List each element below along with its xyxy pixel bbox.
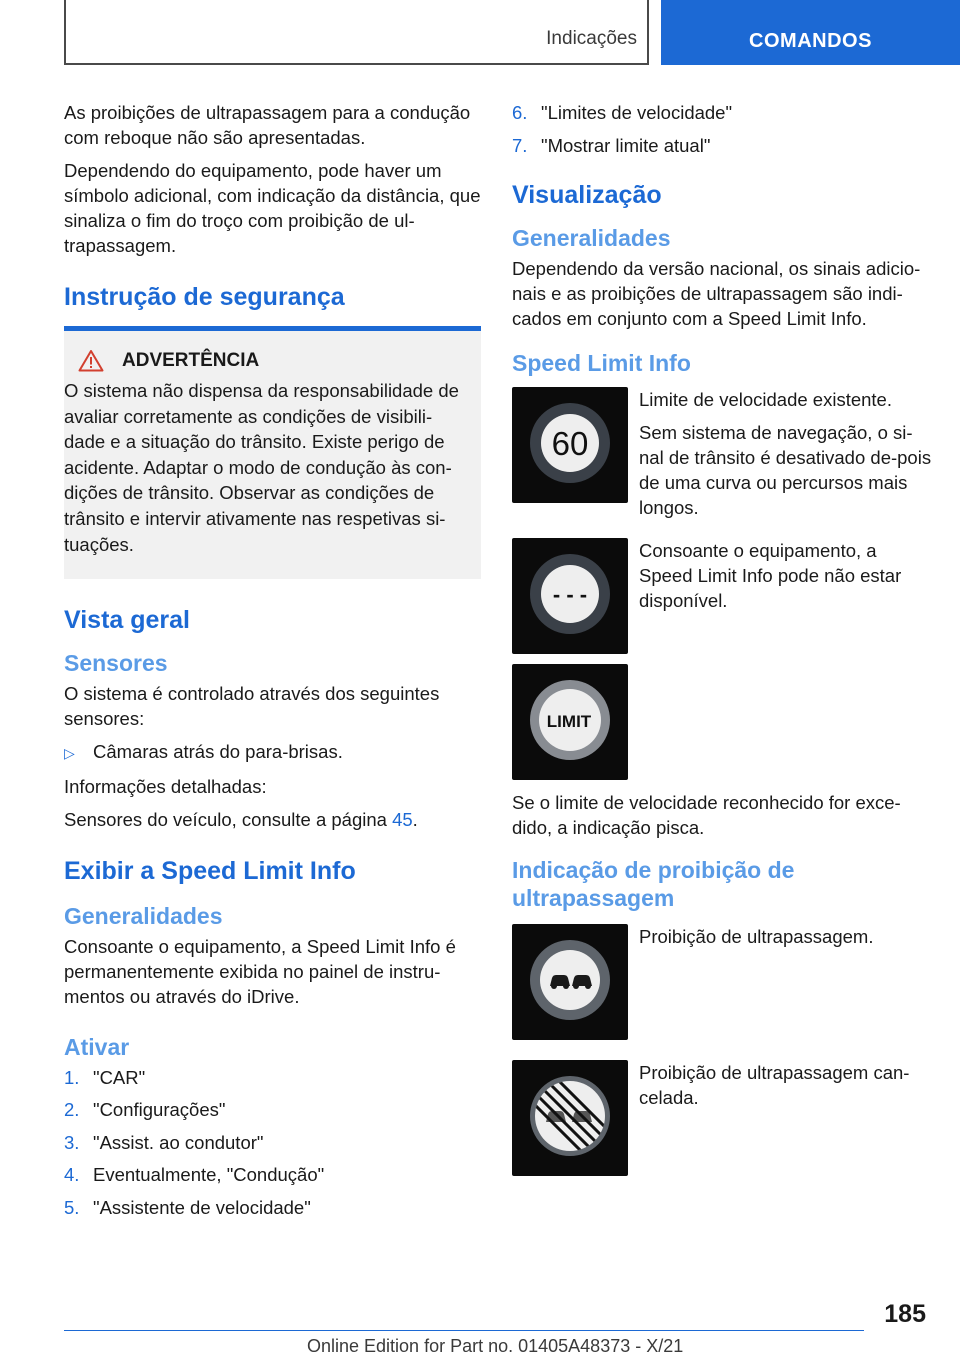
speed-limit-unavailable-sign: [512, 538, 628, 654]
heading-display: Visualização: [512, 180, 662, 209]
activate-steps: [64, 1065, 481, 1220]
footer-rule: [64, 1330, 864, 1331]
step-number: 4.: [64, 1164, 80, 1186]
no-overtaking-text: Proibição de ultrapassagem.: [639, 925, 874, 947]
heading-general-left: Generalidades: [64, 902, 223, 929]
limit-sign: [512, 664, 628, 780]
no-overtaking-sign: [512, 924, 628, 1040]
heading-overview: Vista geral: [64, 606, 191, 635]
warning-title: ADVERTÊNCIA: [122, 349, 260, 371]
speed-limit-sign-icon: [512, 387, 628, 503]
list-item: [64, 1195, 481, 1220]
warning-box: [64, 331, 481, 579]
warning-triangle-icon: [78, 349, 104, 372]
sign-60-text-2: Sem sistema de navegação, o si‐nal de trânsito é desativado de‐pois de uma curva ou percursos mais longos.: [639, 421, 932, 518]
step-text: "Mostrar limite atual": [541, 134, 711, 156]
list-item: [64, 1130, 481, 1155]
step-text: "Limites de velocidade": [541, 102, 733, 123]
heading-safety: Instrução de segurança: [64, 283, 345, 311]
heading-speed-limit-info: Speed Limit Info: [512, 349, 691, 376]
sign-60-description: [639, 387, 932, 528]
details-label: Informações detalhadas:: [64, 775, 267, 797]
step-number: 2.: [64, 1099, 80, 1121]
details-text: Sensores do veículo, consulte a página: [64, 808, 393, 830]
sign-row-overtaking-cancelled: [512, 1060, 932, 1176]
heading-sensors: Sensores: [64, 650, 168, 677]
list-item: [512, 100, 932, 125]
sign-60-text-1: Limite de velocidade existente.: [639, 388, 892, 410]
paragraph-additional-symbol: Dependendo do equipamento, pode haver um símbolo adicional, com indicação da distância, que sinaliza o fim do troço com proibição de ul‐trapassagem.: [64, 160, 481, 256]
header-chapter-tab: COMANDOS: [661, 0, 960, 65]
sign-row-no-overtaking: [512, 924, 932, 1040]
heading-general-right: Generalidades: [512, 224, 671, 251]
page-number: 185: [884, 1300, 926, 1328]
sign-row-limit: [512, 664, 932, 780]
header-section-title: Indicações: [546, 28, 637, 49]
unavailable-sign-icon: [512, 538, 628, 654]
limit-sign-icon: [512, 664, 628, 780]
header-section-box: [64, 0, 649, 65]
sign-row-unavailable: [512, 538, 932, 654]
step-number: 7.: [512, 134, 528, 156]
list-item: [64, 1097, 481, 1122]
step-number: 3.: [64, 1131, 80, 1153]
list-item: [64, 1065, 481, 1090]
step-text: "CAR": [93, 1066, 146, 1088]
step-number: 6.: [512, 102, 528, 123]
sensors-text: O sistema é controlado através dos seguintes sensores:: [64, 683, 440, 730]
general-text-left: Consoante o equipamento, a Speed Limit Info é permanentemente exibida no painel de instru‐mentos ou através do iDrive.: [64, 935, 456, 1007]
step-text: "Assistente de velocidade": [93, 1196, 311, 1218]
footer-edition: Online Edition for Part no. 01405A48373 - X/21: [307, 1336, 684, 1356]
sensors-list: [64, 739, 481, 766]
end-no-overtaking-icon: [512, 1060, 628, 1176]
details-reference: [64, 807, 481, 832]
heading-activate: Ativar: [64, 1033, 130, 1060]
sign-row-60: [512, 387, 932, 528]
unavailable-dashes: - - -: [552, 581, 588, 607]
sign-unavailable-description: [639, 538, 932, 654]
activate-steps-continued: [512, 100, 932, 158]
overtaking-cancelled-description: [639, 1060, 932, 1176]
overtaking-cancelled-sign: [512, 1060, 628, 1176]
no-overtaking-icon: [512, 924, 628, 1040]
step-number: 5.: [64, 1196, 80, 1218]
step-number: 1.: [64, 1066, 80, 1088]
limit-label: LIMIT: [546, 711, 592, 731]
speed-limit-number: 60: [551, 424, 589, 462]
sensors-bullet: Câmaras atrás do para-brisas.: [93, 741, 343, 763]
warning-header: [78, 349, 469, 372]
paragraph-trailer: As proibições de ultrapassagem para a condução com reboque não são apresentadas.: [64, 102, 471, 148]
right-column: [512, 100, 932, 1186]
sign-unavailable-text: Consoante o equipamento, a Speed Limit Info pode não estar disponível.: [639, 539, 902, 611]
page-link[interactable]: 45: [392, 808, 413, 830]
list-item: [64, 1162, 481, 1187]
list-item: [512, 133, 932, 158]
overtaking-cancelled-text: Proibição de ultrapassagem can‐celada.: [639, 1061, 910, 1108]
speed-limit-60-sign: [512, 387, 628, 503]
bullet-triangle-icon: ▷: [64, 745, 75, 762]
warning-text: O sistema não dispensa da responsabilidade de avaliar corretamente as condições de visibili‐dade e a situação do trânsito. Existe perigo de acidente. Adaptar o modo de condução às con‐dições de trânsito. Observar as condições de trânsito e intervir ativamente nas respetivas si‐tuações.: [64, 380, 459, 555]
step-text: "Assist. ao condutor": [93, 1131, 264, 1153]
left-column: [64, 100, 481, 1227]
heading-show-speed-limit-info: Exibir a Speed Limit Info: [64, 856, 356, 885]
general-text-right: Dependendo da versão nacional, os sinais adicio‐nais e as proibições de ultrapassagem são indi‐cados em conjunto com a Speed Limit Info.: [512, 257, 921, 329]
details-end: .: [412, 808, 418, 830]
no-overtaking-description: [639, 924, 873, 1040]
list-item: [64, 739, 481, 766]
step-text: Eventualmente, "Condução": [93, 1164, 325, 1186]
heading-no-overtaking: Indicação de proibição de ultrapassagem: [512, 856, 795, 911]
exceed-text: Se o limite de velocidade reconhecido for exce‐dido, a indicação pisca.: [512, 791, 901, 838]
step-text: "Configurações": [93, 1099, 226, 1121]
